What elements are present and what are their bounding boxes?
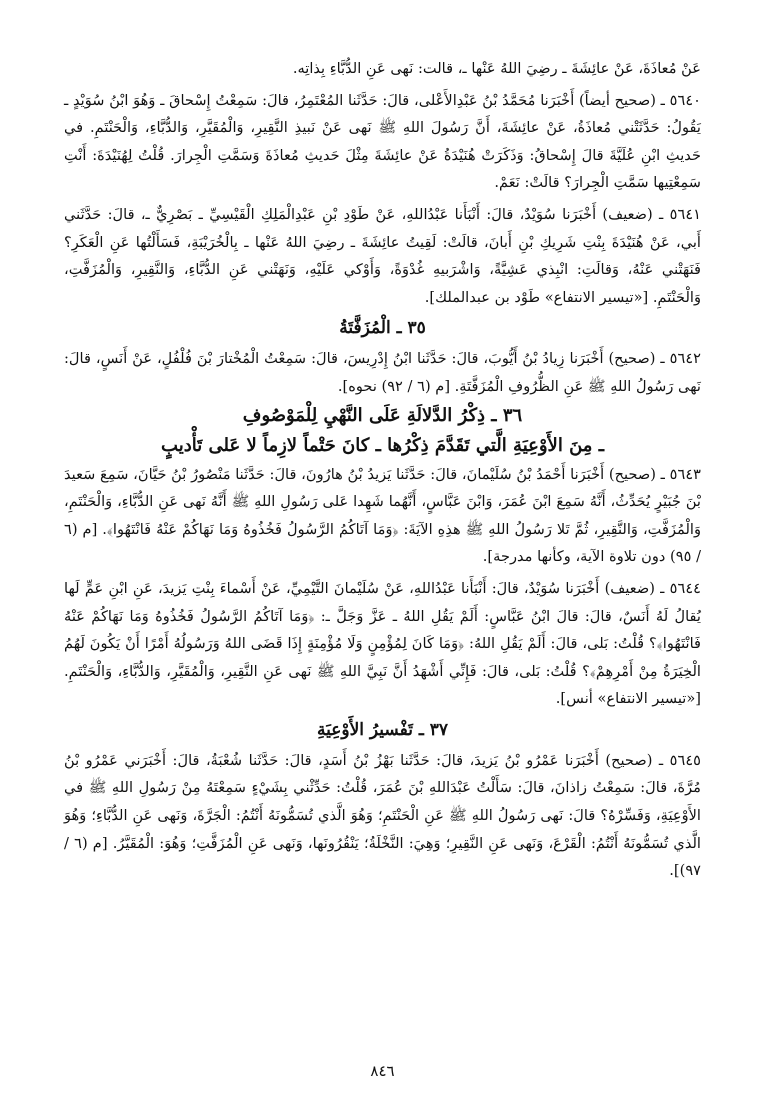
section-36-subtitle: ـ مِنَ الأَوْعِيَةِ الَّتي تَقَدَّمَ ذِكْرُها ـ كانَ حَتْماً لازِماً لا عَلى تَأْديبٍ: [161, 434, 604, 456]
hadith-5640: ٥٦٤٠ ـ (صحيح أيضاً) أَخْبَرَنا مُحَمَّدُ بْنُ عَبْدِالأَعْلى، قالَ: حَدَّثَنا المُعْتَمِرُ، قالَ: سَمِعْتُ إِسْحاقَ ـ وَهُوَ ابْنُ سُوَيْدٍ ـ يَقُولُ: حَدَّثَتْني مُعاذَةُ، عَنْ عائِشَةَ، أَنَّ رَسُولَ اللهِ ﷺ نَهى عَنْ نَبيذِ النَّقِيرِ، وَالْمُقَيَّرِ، وَالدُّبَّاءِ، وَالْحَنْتَمِ. في حَديثِ ابْنِ عُلَيَّةَ قالَ إِسْحاقُ: وَذَكَرَتْ هُنَيْدَةُ عَنْ عائِشَةَ مِثْلَ حَديثِ مُعاذَةَ وَسَمَّتِ الْجِرارَ. قُلْتُ لِهُنَيْدَةَ: أَنْتِ سَمِعْتِيها سَمَّتِ الْجِرارَ؟ قالَتْ: نَعَمْ.: [64, 91, 701, 192]
page-body: [64, 55, 701, 885]
hadith-5642: ٥٦٤٢ ـ (صحيح) أَخْبَرَنا زِيادُ بْنُ أَيُّوبَ، قالَ: حَدَّثَنا ابْنُ إِدْرِيسَ، قالَ: سَمِعْتُ الْمُخْتارَ بْنَ فُلْفُلٍ، عَنْ أَنَسٍ، قالَ: نَهى رَسُولُ اللهِ ﷺ عَنِ الظُّرُوفِ الْمُزَفَّتَةِ. [م (٦ / ٩٢) نحوه].: [64, 350, 701, 395]
page-number: ٨٤٦: [370, 1062, 395, 1080]
hadith-5644: ٥٦٤٤ ـ (ضعيف) أَخْبَرَنا سُوَيْدٌ، قالَ: أَنْبَأَنا عَبْدُاللهِ، عَنْ سُلَيْمانَ التَّيْمِيِّ، عَنْ أَسْماءَ بِنْتِ يَزيدَ، عَنِ ابْنِ عَمٍّ لَها يُقالُ لَهُ أَنَسٌ، قالَ: قالَ ابْنُ عَبَّاسٍ: أَلَمْ يَقُلِ اللهُ ـ عَزَّ وَجَلَّ ـ: ﴿وَمَا آتَاكُمُ الرَّسُولُ فَخُذُوهُ وَمَا نَهَاكُمْ عَنْهُ فَانْتَهُوا﴾؟ قُلْتُ: بَلى، قالَ: أَلَمْ يَقُلِ اللهُ: ﴿وَمَا كَانَ لِمُؤْمِنٍ وَلَا مُؤْمِنَةٍ إِذَا قَضَى اللهُ وَرَسُولُهُ أَمْرًا أَنْ يَكُونَ لَهُمُ الْخِيَرَةُ مِنْ أَمْرِهِمْ﴾؟ قُلْتُ: بَلى، قالَ: فَإِنِّي أَشْهَدُ أَنَّ نَبِيَّ اللهِ ﷺ نَهى عَنِ النَّقِيرِ، وَالْمُقَيَّرِ، وَالدُّبَّاءِ، وَالْحَنْتَمِ. [«تيسير الانتفاع» أنس].: [64, 579, 701, 708]
hadith-5643: ٥٦٤٣ ـ (صحيح) أَخْبَرَنا أَحْمَدُ بْنُ سُلَيْمانَ، قالَ: حَدَّثَنا يَزيدُ بْنُ هارُونَ، قالَ: حَدَّثَنا مَنْصُورُ بْنُ حَيَّانَ، سَمِعَ سَعيدَ بْنَ جُبَيْرٍ يُحَدِّثُ، أَنَّهُ سَمِعَ ابْنَ عُمَرَ، وَابْنَ عَبَّاسٍ، أَنَّهُما شَهِدا عَلى رَسُولِ اللهِ ﷺ أَنَّهُ نَهى عَنِ الدُّبَّاءِ، وَالْحَنْتَمِ، وَالْمُزَفَّتِ، وَالنَّقِيرِ، ثُمَّ تَلا رَسُولُ اللهِ ﷺ هذِهِ الآيَةَ: ﴿وَمَا آتَاكُمُ الرَّسُولُ فَخُذُوهُ وَمَا نَهَاكُمْ عَنْهُ فَانْتَهُوا﴾. [م (٦ / ٩٥) دون تلاوة الآية، وكأنها مدرجة].: [64, 465, 701, 566]
section-36-title: ٣٦ ـ ذِكْرُ الدَّلالَةِ عَلَى النَّهْيِ لِلْمَوْصُوفِ: [242, 404, 523, 426]
section-37-title: ٣٧ ـ تَفْسيرُ الأَوْعِيَةِ: [316, 719, 449, 740]
hadith-5639-continuation: عَنْ مُعاذَةَ، عَنْ عائِشَةَ ـ رضِيَ اللهُ عَنْها ـ، قالت: نَهى عَنِ الدُّبَّاءِ بِذاتِه.: [292, 60, 701, 77]
hadith-5645: ٥٦٤٥ ـ (صحيح) أَخْبَرَنا عَمْرُو بْنُ يَزيدَ، قالَ: حَدَّثَنا بَهْزُ بْنُ أَسَدٍ، قالَ: حَدَّثَنا شُعْبَةُ، قالَ: أَخْبَرَني عَمْرُو بْنُ مُرَّةَ، قالَ: سَمِعْتُ زاذانَ، قالَ: سَأَلْتُ عَبْدَاللهِ بْنَ عُمَرَ، قُلْتُ: حَدِّثْني بِشَيْءٍ سَمِعْتَهُ مِنْ رَسُولِ اللهِ ﷺ في الأَوْعِيَةِ، وَفَسِّرْهُ؟ قالَ: نَهى رَسُولُ اللهِ ﷺ عَنِ الْحَنْتَمِ؛ وَهُوَ الَّذي تُسَمُّونَهُ أَنْتُمُ: الْجَرَّةَ، وَنَهى عَنِ الدُّبَّاءِ؛ وَهُوَ الَّذي تُسَمُّونَهُ أَنْتُمُ: الْقَرْعَ، وَنَهى عَنِ النَّقِيرِ؛ وَهِيَ: النَّخْلَةُ؛ يَنْقُرُونَها، وَنَهى عَنِ الْمُزَفَّتِ؛ وَهُوَ: الْمُقَيَّرُ. [م (٦ / ٩٧)].: [64, 751, 701, 880]
hadith-5641: ٥٦٤١ ـ (ضعيف) أَخْبَرَنا سُوَيْدٌ، قالَ: أَنْبَأَنا عَبْدُاللهِ، عَنْ طَوْدِ بْنِ عَبْدِالْمَلِكِ الْقَيْسِيِّ ـ بَصْرِيٌّ ـ، قالَ: حَدَّثَني أَبي، عَنْ هُنَيْدَةَ بِنْتِ شَرِيكِ بْنِ أَبانَ، قالَتْ: لَقِيتُ عائِشَةَ ـ رضِيَ اللهُ عَنْها ـ بِالْخُرَيْبَةِ، فَسَأَلْتُها عَنِ الْعَكَرِ؟ فَنَهَتْني عَنْهُ، وَقالَتِ: انْبِذي عَشِيَّةً، وَاشْرَبيهِ غُدْوَةً، وَأَوْكي عَلَيْهِ، وَنَهَتْني عَنِ الدُّبَّاءِ، وَالنَّقِيرِ، وَالْمُزَفَّتِ، وَالْحَنْتَمِ. [«تيسير الانتفاع» طَوْد بن عبدالملك].: [64, 205, 701, 306]
section-35-title: ٣٥ ـ الْمُزَفَّتَةُ: [339, 318, 426, 339]
